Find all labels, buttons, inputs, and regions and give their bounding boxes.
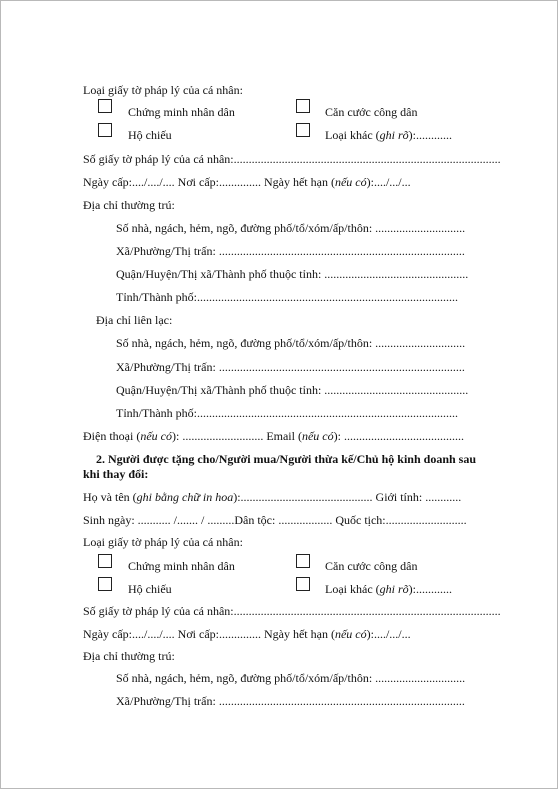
checkbox-cmnd-2-label: Chứng minh nhân dân: [128, 559, 235, 573]
checkbox-passport-2[interactable]: [98, 577, 112, 591]
permanent-address-label-2: Địa chỉ thường trú:: [83, 649, 175, 663]
contact-street-field[interactable]: Số nhà, ngách, hẻm, ngõ, đường phố/tổ/xóm/ấp/thôn: ..............................: [116, 336, 466, 350]
contact-province-field[interactable]: Tỉnh/Thành phố:.......................................................................................: [116, 406, 458, 420]
checkbox-other[interactable]: [296, 123, 310, 137]
checkbox-cccd-label: Căn cước công dân: [325, 105, 418, 119]
section-2-heading: 2. Người được tặng cho/Người mua/Người thừa kế/Chủ hộ kinh doanh sau: [96, 452, 477, 466]
checkbox-other-2-label: Loại khác (ghi rõ):............: [325, 582, 452, 596]
legal-doc-type-label-2: Loại giấy tờ pháp lý của cá nhân:: [83, 535, 243, 549]
checkbox-cmnd-2[interactable]: [98, 554, 112, 568]
checkbox-passport-label: Hộ chiếu: [128, 128, 172, 142]
contact-ward-field[interactable]: Xã/Phường/Thị trấn: ..................................................................................: [116, 360, 465, 374]
permanent-street-field-2[interactable]: Số nhà, ngách, hẻm, ngõ, đường phố/tổ/xóm/ấp/thôn: ..............................: [116, 671, 466, 685]
checkbox-cccd[interactable]: [296, 99, 310, 113]
phone-email-field[interactable]: Điện thoại (nếu có): ........................... Email (nếu có): ........................................: [83, 429, 464, 443]
permanent-street-field[interactable]: Số nhà, ngách, hẻm, ngõ, đường phố/tổ/xóm/ấp/thôn: ..............................: [116, 221, 466, 235]
contact-address-label: Địa chỉ liên lạc:: [96, 313, 173, 327]
permanent-address-label: Địa chỉ thường trú:: [83, 198, 175, 212]
permanent-province-field[interactable]: Tỉnh/Thành phố:.......................................................................................: [116, 290, 458, 304]
id-number-field[interactable]: Số giấy tờ pháp lý của cá nhân:.........................................................................................: [83, 152, 501, 166]
contact-district-field[interactable]: Quận/Huyện/Thị xã/Thành phố thuộc tỉnh: ................................................: [116, 383, 469, 397]
id-number-field-2[interactable]: Số giấy tờ pháp lý của cá nhân:.........................................................................................: [83, 604, 501, 618]
birth-ethnic-nationality-field[interactable]: Sinh ngày: ........... /....... / .........Dân tộc: .................. Quốc tịch:...........................: [83, 513, 467, 527]
issue-date-field-2[interactable]: Ngày cấp:..../..../.... Nơi cấp:.............. Ngày hết hạn (nếu có):..../.../...: [83, 627, 411, 641]
full-name-field[interactable]: Họ và tên (ghi bằng chữ in hoa):............................................ Giới tính: ............: [83, 490, 462, 504]
permanent-ward-field-2[interactable]: Xã/Phường/Thị trấn: ..................................................................................: [116, 694, 465, 708]
section-2-heading-cont: khi thay đổi:: [83, 467, 149, 481]
permanent-district-field[interactable]: Quận/Huyện/Thị xã/Thành phố thuộc tỉnh: ................................................: [116, 267, 469, 281]
legal-doc-type-label: Loại giấy tờ pháp lý của cá nhân:: [83, 83, 243, 97]
checkbox-cccd-2[interactable]: [296, 554, 310, 568]
checkbox-other-label: Loại khác (ghi rõ):............: [325, 128, 452, 142]
checkbox-other-2[interactable]: [296, 577, 310, 591]
permanent-ward-field[interactable]: Xã/Phường/Thị trấn: ..................................................................................: [116, 244, 465, 258]
checkbox-cccd-2-label: Căn cước công dân: [325, 559, 418, 573]
checkbox-cmnd-label: Chứng minh nhân dân: [128, 105, 235, 119]
checkbox-passport-2-label: Hộ chiếu: [128, 582, 172, 596]
issue-date-field[interactable]: Ngày cấp:..../..../.... Nơi cấp:.............. Ngày hết hạn (nếu có):..../.../...: [83, 175, 411, 189]
checkbox-passport[interactable]: [98, 123, 112, 137]
checkbox-cmnd[interactable]: [98, 99, 112, 113]
